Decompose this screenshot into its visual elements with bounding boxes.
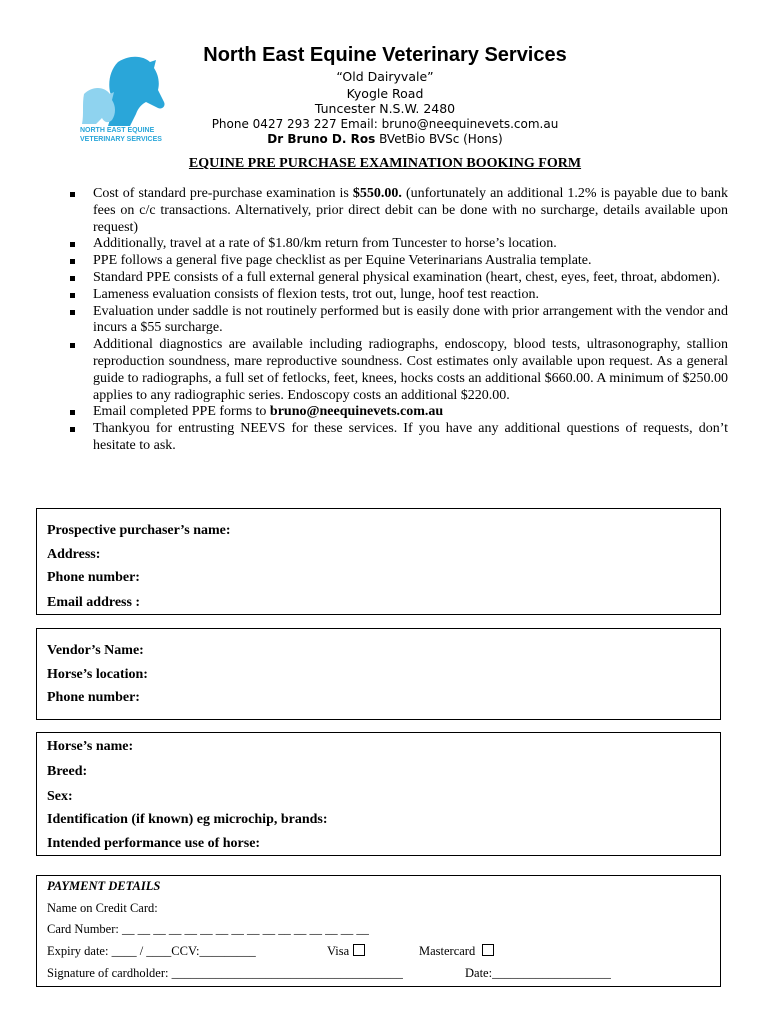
horse-section — [36, 732, 721, 856]
list-item: PPE follows a general five page checklist as per Equine Veterinarians Australia template. — [68, 253, 728, 270]
purchaser-phone-field[interactable]: Phone number: — [47, 570, 140, 585]
mastercard-option[interactable] — [419, 944, 494, 959]
address-line1: “Old Dairyvale” — [336, 69, 434, 84]
form-title: EQUINE PRE PURCHASE EXAMINATION BOOKING FORM — [188, 156, 582, 171]
bullet-icon — [70, 410, 75, 415]
list-item: Lameness evaluation consists of flexion tests, trot out, lunge, hoof test reaction. — [68, 287, 728, 304]
bullet-icon — [70, 343, 75, 348]
organization-name: North East Equine Veterinary Services — [203, 44, 567, 66]
breed-field[interactable]: Breed: — [47, 764, 88, 779]
payment-title: PAYMENT DETAILS — [47, 879, 161, 893]
vet-name: Dr Bruno D. Ros — [267, 132, 376, 146]
bullet-icon — [70, 276, 75, 281]
visa-label: Visa — [327, 944, 350, 958]
identification-field[interactable]: Identification (if known) eg microchip, brands: — [47, 812, 328, 827]
vendor-phone-field[interactable]: Phone number: — [47, 690, 140, 705]
logo-text-line1: NORTH EAST EQUINE — [80, 127, 155, 134]
address-line2: Kyogle Road — [346, 86, 424, 101]
card-number-field[interactable]: Card Number: __ __ __ __ __ __ __ __ __ __ __ __ __ __ __ __ — [47, 922, 369, 936]
vet-line — [200, 132, 570, 146]
vendor-name-field[interactable]: Vendor’s Name: — [47, 643, 144, 658]
address-line3: Tuncester N.S.W. 2480 — [314, 101, 456, 116]
list-item: Additional diagnostics are available including radiographs, endoscopy, blood tests, ultrasonography, stallion reproduction soundness, mare reproductive soundness. Cost estimates only available upon request. As a general guide to radiographs, a full set of fetlocks, feet, knees, hocks costs an additional $660.00. A minimum of $250.00 applies to any radiographic series. Endoscopy costs an additional $220.00. — [68, 337, 728, 404]
list-item: Additionally, travel at a rate of $1.80/km return from Tuncester to horse’s location. — [68, 236, 728, 253]
email-link[interactable]: bruno@neequinevets.com.au — [269, 404, 444, 420]
bullet-icon — [70, 293, 75, 298]
horse-name-field[interactable]: Horse’s name: — [47, 739, 134, 754]
name-on-card-field[interactable]: Name on Credit Card: — [47, 901, 158, 915]
purchaser-email-field[interactable]: Email address : — [47, 595, 141, 610]
logo-text — [80, 126, 162, 144]
purchaser-name-field[interactable]: Prospective purchaser’s name: — [47, 523, 231, 538]
list-item: Thankyou for entrusting NEEVS for these services. If you have any additional questions of requests, don’t hesitate to ask. — [68, 421, 728, 455]
payment-section — [36, 875, 721, 987]
purchaser-section — [36, 508, 721, 615]
sex-field[interactable]: Sex: — [47, 789, 73, 804]
bullet-icon — [70, 427, 75, 432]
mastercard-checkbox[interactable] — [482, 944, 494, 956]
horse-head-shape — [108, 57, 165, 126]
vendor-section — [36, 628, 721, 720]
contact-line: Phone 0427 293 227 Email: bruno@neequinevets.com.au — [211, 117, 559, 131]
performance-use-field[interactable]: Intended performance use of horse: — [47, 836, 261, 851]
bullet-icon — [70, 310, 75, 315]
mastercard-label: Mastercard — [419, 944, 476, 958]
expiry-ccv-field[interactable]: Expiry date: ____ / ____CCV:_________ — [47, 944, 256, 958]
signature-field[interactable]: Signature of cardholder: _____________________________________ — [47, 966, 403, 980]
horse-location-field[interactable]: Horse’s location: — [47, 667, 148, 682]
bullet-icon — [70, 192, 75, 197]
vet-qualifications: BVetBio BVSc (Hons) — [375, 132, 503, 146]
list-item: Email completed PPE forms to bruno@neequinevets.com.au — [68, 404, 728, 421]
visa-checkbox[interactable] — [353, 944, 365, 956]
foal-head-shape — [82, 88, 115, 124]
bullet-icon — [70, 242, 75, 247]
visa-option[interactable] — [327, 944, 365, 959]
list-item: Evaluation under saddle is not routinely performed but is easily done with prior arrangement with the vendor and incurs a $55 surcharge. — [68, 304, 728, 338]
purchaser-address-field[interactable]: Address: — [47, 547, 101, 562]
date-field[interactable]: Date:___________________ — [465, 966, 611, 980]
information-list — [68, 186, 728, 455]
list-item: Standard PPE consists of a full external general physical examination (heart, chest, eyes, feet, throat, abdomen). — [68, 270, 728, 287]
list-item: Cost of standard pre-purchase examination is $550.00. (unfortunately an additional 1.2% is payable due to bank fees on c/c transactions. Alternatively, prior direct debit can be done with no surcharge, details available upon request) — [68, 186, 728, 236]
logo-text-line2: VETERINARY SERVICES — [80, 136, 162, 143]
bullet-icon — [70, 259, 75, 264]
